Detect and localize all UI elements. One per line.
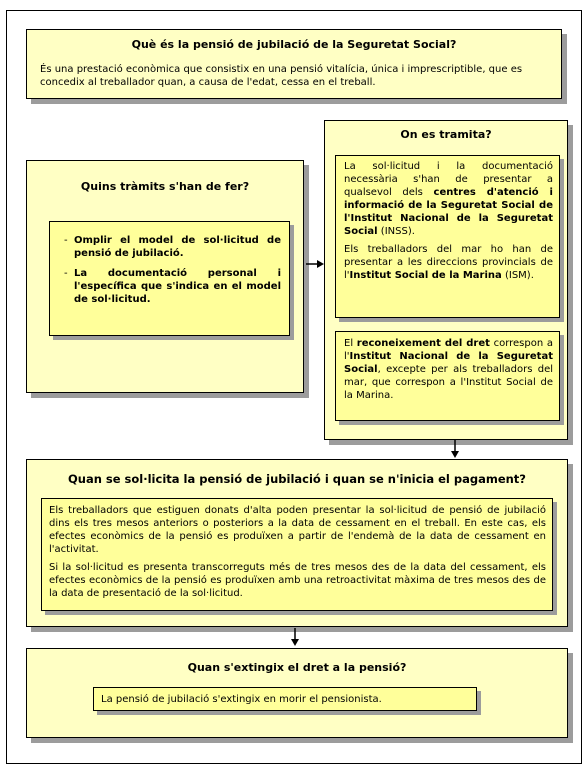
arrow-when-to-extinction <box>289 628 301 648</box>
arrow-where-to-when <box>449 440 461 460</box>
what-is-box <box>26 29 562 99</box>
where-title: On es tramita? <box>400 128 492 141</box>
where-paragraph-1 <box>344 160 553 238</box>
when-paragraph-1: Els treballadors que estiguen donats d'alta poden presentar la sol·licitud de pensió de jubilació dins els tres mesos anteriors o posteriors a la data de cessament en el treball. En este cas, els efectes econòmics de la pensió es produïxen a partir de l'endemà de la data de cessament en l'activitat. <box>49 505 546 555</box>
procedures-list-box <box>49 221 290 336</box>
extinction-inner-box <box>93 687 477 711</box>
recognition-highlight-2: Institut Nacional de la Seguretat Social <box>344 351 553 375</box>
where-p2-suffix: (ISM). <box>501 270 534 281</box>
where-paragraph-2 <box>344 243 553 282</box>
list-item: - Omplir el model de sol·licitud de pensió de jubilació. <box>64 234 281 260</box>
procedures-box <box>26 160 304 393</box>
when-title: Quan se sol·licita la pensió de jubilació i quan se n'inicia el pagament? <box>68 472 526 486</box>
where-p2-text: Els treballadors del mar ho han de presentar a les direccions provincials de l' <box>344 244 553 281</box>
what-is-title: Què és la pensió de jubilació de la Seguretat Social? <box>131 38 457 51</box>
recognition-highlight-1: reconeixement del dret <box>356 338 490 349</box>
when-paragraph-2: Si la sol·licitud es presenta transcorreguts més de tres mesos des de la data del cessament, els efectes econòmics de la pensió es produïxen amb una retroactivitat màxima de tres mesos des de la data de presentació de la sol·licitud. <box>49 562 546 599</box>
where-p1-highlight: centres d'atenció i informació de la Seguretat Social de l'Institut Nacional de la Seguretat Social <box>344 187 553 237</box>
when-inner-box <box>41 498 553 611</box>
when-box <box>26 459 568 627</box>
extinction-title: Quan s'extingix el dret a la pensió? <box>187 661 407 674</box>
procedures-list <box>64 234 281 306</box>
where-p2-highlight: Institut Social de la Marina <box>349 270 502 281</box>
recognition-text <box>344 337 553 402</box>
where-inner-box-2 <box>335 331 560 421</box>
what-is-text: És una prestació econòmica que consistix en una pensió vitalícia, única i imprescriptible, que es concedix al treballador quan, a causa de l'edat, cessa en el treball. <box>40 64 523 88</box>
where-inner-box-1 <box>335 155 560 318</box>
recognition-text-1: El <box>344 338 357 349</box>
where-box <box>324 120 568 440</box>
where-p1-suffix: (INSS). <box>377 226 415 237</box>
extinction-text: La pensió de jubilació s'extingix en morir el pensionista. <box>101 694 382 705</box>
extinction-box <box>26 648 568 738</box>
recognition-text-2: correspon a l' <box>344 338 553 362</box>
recognition-text-3: , excepte per als treballadors del mar, que correspon a l'Institut Social de la Marina. <box>344 364 553 401</box>
list-item: - La documentació personal i l'específica que s'indica en el model de sol·licitud. <box>64 267 281 306</box>
where-p1-text: La sol·licitud i la documentació necessària s'han de presentar a qualsevol dels <box>344 161 553 198</box>
procedures-title: Quins tràmits s'han de fer? <box>80 180 250 193</box>
arrow-procedures-to-where <box>304 258 326 270</box>
